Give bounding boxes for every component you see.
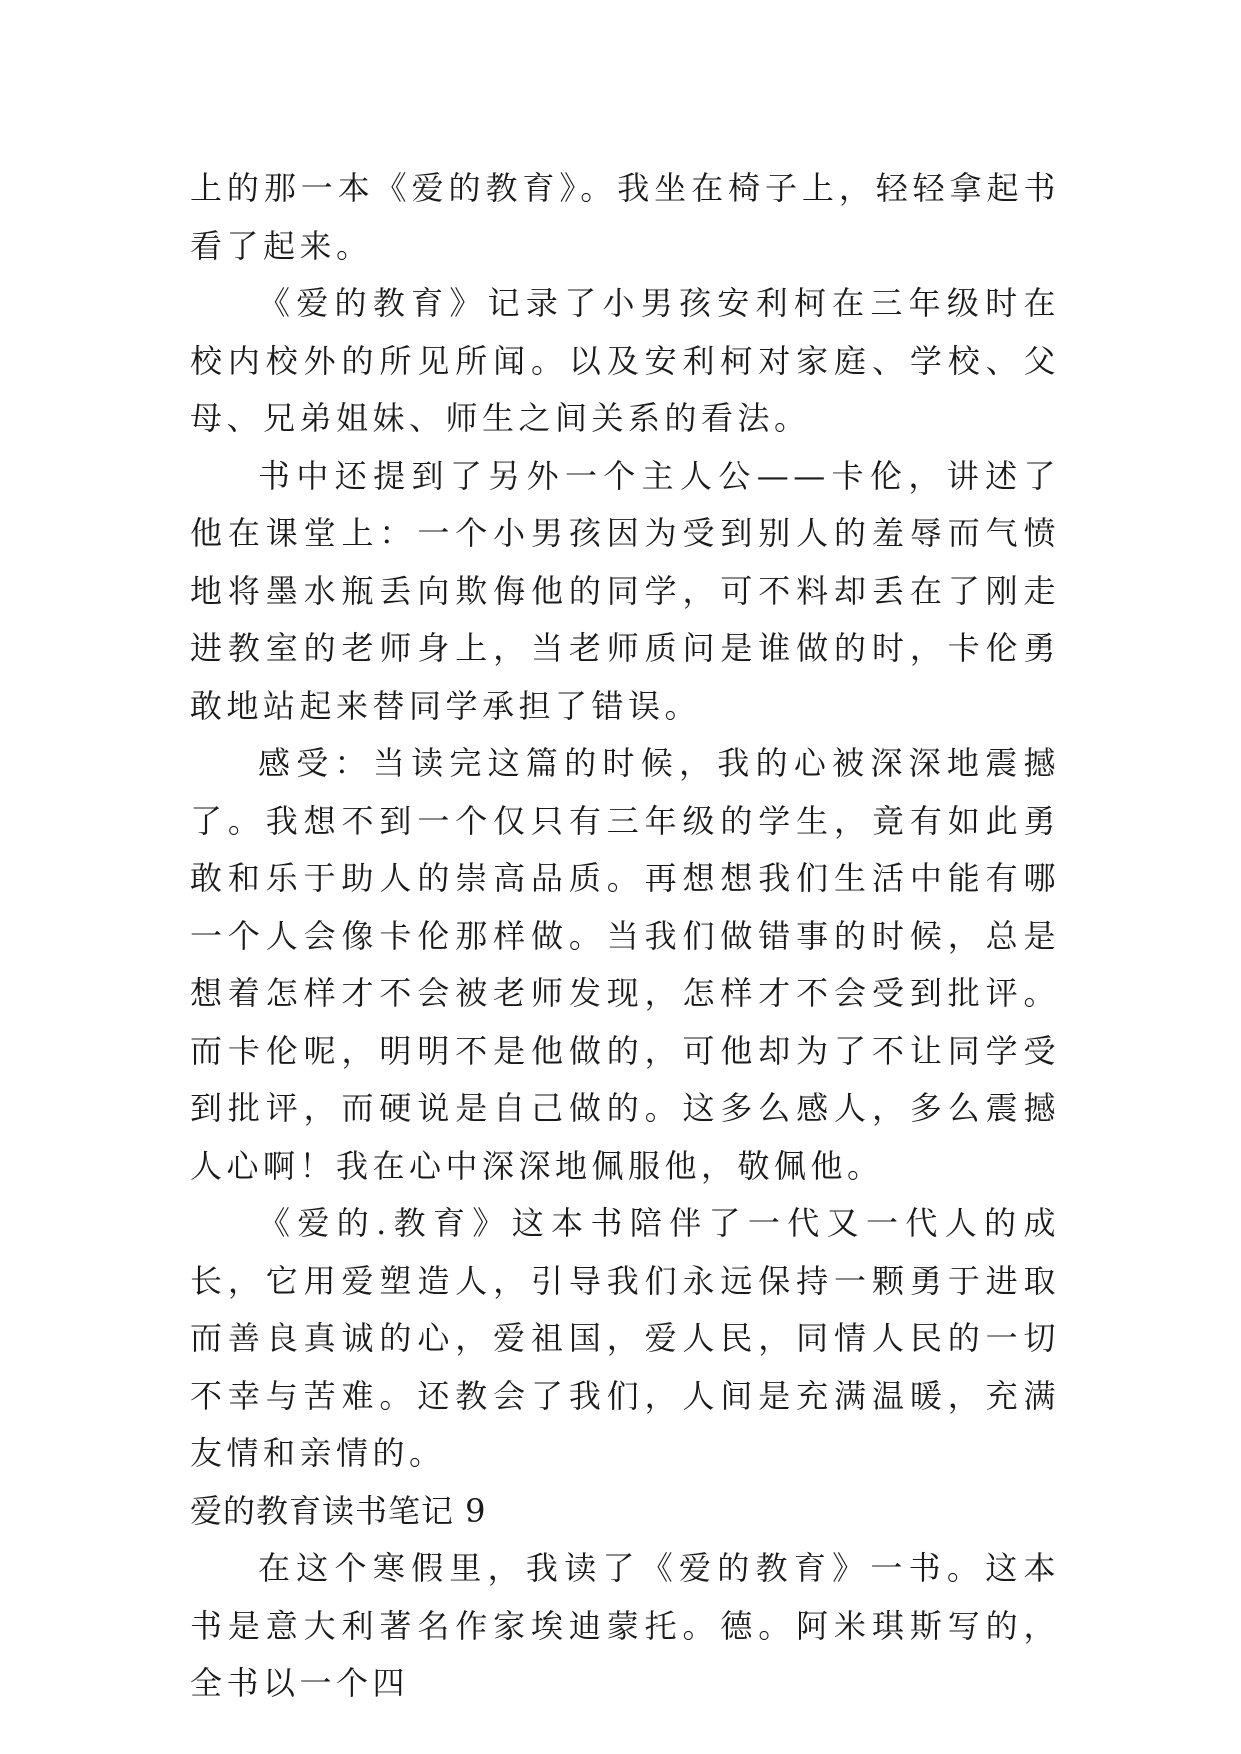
paragraph-4: 感受：当读完这篇的时候，我的心被深深地震撼了。我想不到一个仅只有三年级的学生，竟有如此勇敢和乐于助人的崇高品质。再想想我们生活中能有哪一个人会像卡伦那样做。当我们做错事的时候，总是想着怎样才不会被老师发现，怎样才不会受到批评。而卡伦呢，明明不是他做的，可他却为了不让同学受到批评，而硬说是自己做的。这多么感人，多么震撼人心啊！我在心中深深地佩服他，敬佩他。 <box>190 744 1060 1185</box>
paragraph-6: 在这个寒假里，我读了《爱的教育》一书。这本书是意大利著名作家埃迪蒙托。德。阿米琪斯写的，全书以一个四 <box>190 1549 1060 1702</box>
paragraph-1: 上的那一本《爱的教育》。我坐在椅子上，轻轻拿起书看了起来。 <box>190 169 1060 265</box>
paragraph-5: 《爱的.教育》这本书陪伴了一代又一代人的成长，它用爱塑造人，引导我们永远保持一颗勇于进取而善良真诚的心，爱祖国，爱人民，同情人民的一切不幸与苦难。还教会了我们，人间是充满温暖，充满友情和亲情的。 <box>190 1204 1060 1472</box>
paragraph-2: 《爱的教育》记录了小男孩安利柯在三年级时在校内校外的所见所闻。以及安利柯对家庭、学校、父母、兄弟姐妹、师生之间关系的看法。 <box>190 284 1060 437</box>
document-body <box>190 160 1060 1713</box>
paragraph-3: 书中还提到了另外一个主人公——卡伦，讲述了他在课堂上：一个小男孩因为受到别人的羞辱而气愤地将墨水瓶丢向欺侮他的同学，可不料却丢在了刚走进教室的老师身上，当老师质问是谁做的时，卡伦勇敢地站起来替同学承担了错误。 <box>190 456 1060 725</box>
section-heading: 爱的教育读书笔记 9 <box>190 1491 487 1530</box>
